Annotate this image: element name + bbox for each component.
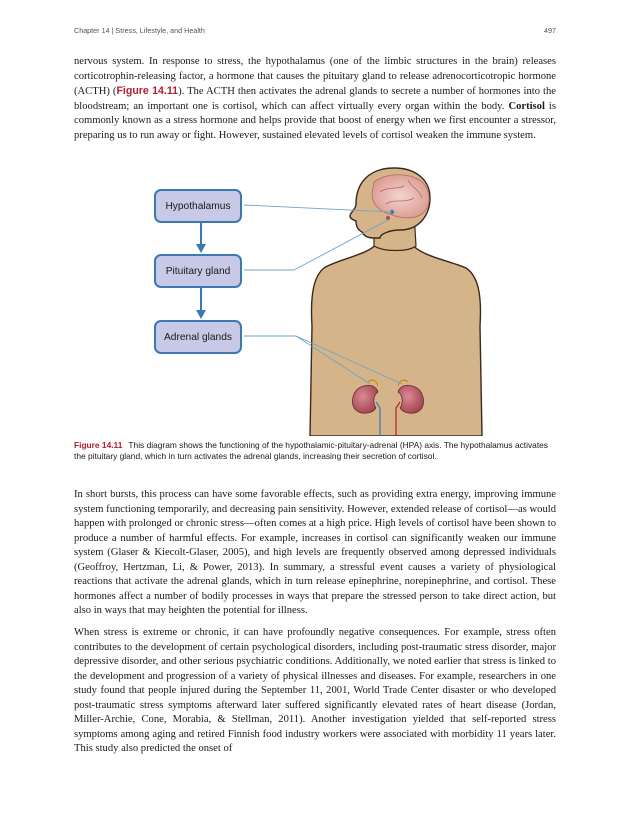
figure-caption <box>74 440 556 463</box>
figure-reference-link[interactable]: Figure 14.11 <box>116 85 179 98</box>
running-header <box>74 26 556 35</box>
pituitary-gland-box: Pituitary gland <box>154 254 242 288</box>
pituitary-marker <box>386 216 390 220</box>
key-term-cortisol: Cortisol <box>508 100 545 112</box>
hypothalamus-box: Hypothalamus <box>154 189 242 223</box>
paragraph-intro-text-2: ). The ACTH then activates the adrenal glands to secrete a number of hormones into the bloodstream; an important one is cortisol, which can affect virtually every organ within the body. <box>74 86 556 112</box>
paragraph-chronic-stress: When stress is extreme or chronic, it can have profoundly negative consequences. For example, stress often contributes to the development of certain psychological disorders, including post-traumatic stress disorder, major depressive disorder, and other serious psychiatric conditions. Additionally, we noted earlier that stress is linked to the development and progression of a variety of physical illnesses and diseases. For example, researchers in one study found that people injured during the September 11, 2001, World Trade Center disaster or who developed post-traumatic stress symptoms afterward later suffered significantly elevated rates of heart disease (Jordan, Miller-Archie, Cone, Morabia, & Stellman, 2011). Another investigation yielded that self-reported stress symptoms among aging and retired Finnish food industry workers were associated with morbidity 11 years later. This study also predicted the onset of <box>74 627 556 755</box>
chapter-title: Chapter 14 | Stress, Lifestyle, and Health <box>74 26 205 35</box>
figure-label: Figure 14.11 <box>74 440 123 450</box>
paragraph-intro-text-3: is commonly known as a stress hormone and helps provide that boost of energy when we first encounter a stressor, preparing us to run away or fight. However, sustained elevated levels of cortisol weaken the immune system. <box>74 100 556 141</box>
page-number: 497 <box>544 26 556 35</box>
paragraph-intro <box>74 55 556 143</box>
adrenal-glands-box: Adrenal glands <box>154 320 242 354</box>
hpa-illustration <box>74 164 556 436</box>
figure-caption-text: This diagram shows the functioning of the hypothalamic-pituitary-adrenal (HPA) axis. The hypothalamus activates the pituitary gland, which in turn activates the adrenal glands, increasing their secretion of cortisol. <box>74 440 548 462</box>
paragraph-intro-text-1: nervous system. In response to stress, the hypothalamus (one of the limbic structures in the brain) releases corticotrophin-releasing factor, a hormone that causes the pituitary gland to release adrenocorticotropic hormone (ACTH) ( <box>74 56 556 98</box>
hpa-axis-figure <box>74 164 556 436</box>
torso <box>310 230 482 436</box>
paragraph-short-bursts: In short bursts, this process can have some favorable effects, such as providing extra energy, improving immune system functioning temporarily, and decreasing pain sensitivity. However, extended release of cortisol—as would happen with prolonged or chronic stress—often comes at a high price. High levels of cortisol have been shown to produce a number of harmful effects. For example, increases in cortisol can significantly weaken our immune system (Glaser & Kiecolt-Glaser, 2005), and high levels are frequently observed among depressed individuals (Geoffroy, Hertzman, Li, & Power, 2013). In summary, a stressful event causes a variety of physiological reactions that activate the adrenal glands, which in turn release epinephrine, norepinephrine, and cortisol. These hormones affect a number of bodily processes in ways that prepare the stressed person to take direct action, but also in ways that may heighten the potential for illness. <box>74 489 556 617</box>
